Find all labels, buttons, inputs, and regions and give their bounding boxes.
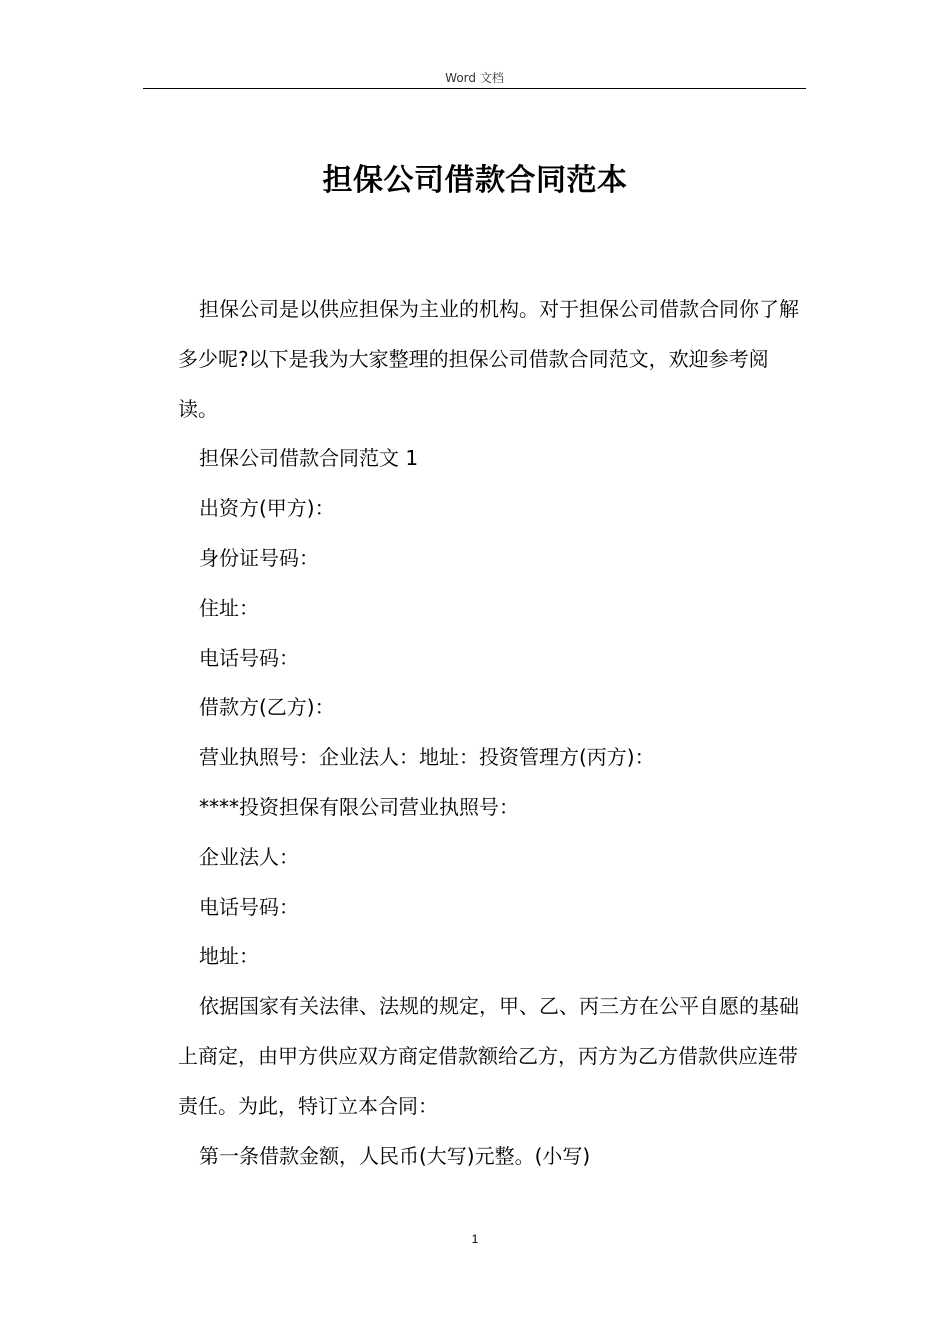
paragraph-address: 住址： bbox=[199, 595, 259, 620]
paragraph-phone: 电话号码： bbox=[199, 645, 299, 670]
paragraph-borrower: 借款方(乙方)： bbox=[199, 695, 335, 720]
paragraph-borrower-details: 营业执照号：企业法人：地址：投资管理方(丙方)： bbox=[199, 745, 655, 770]
paragraph-guarantor-address: 地址： bbox=[199, 944, 259, 969]
paragraph-guarantor-company: ****投资担保有限公司营业执照号： bbox=[199, 794, 519, 819]
document-title: 担保公司借款合同范本 bbox=[322, 163, 628, 198]
paragraph-article-one: 第一条借款金额，人民币(大写)元整。(小写) bbox=[199, 1143, 591, 1168]
paragraph-id-number: 身份证号码： bbox=[199, 545, 319, 570]
paragraph-intro: 担保公司是以供应担保为主业的机构。对于担保公司借款合同你了解多少呢?以下是我为大家整理的担保公司借款合同范文，欢迎参考阅读。 bbox=[178, 297, 799, 421]
page-header bbox=[143, 66, 806, 89]
page-number: 1 bbox=[471, 1232, 479, 1246]
paragraph-legal-person: 企业法人： bbox=[199, 844, 299, 869]
paragraph-section-heading: 担保公司借款合同范文 1 bbox=[199, 446, 419, 471]
document-body bbox=[178, 285, 808, 1181]
paragraph-guarantor-phone: 电话号码： bbox=[199, 894, 299, 919]
paragraph-agreement-basis: 依据国家有关法律、法规的规定，甲、乙、丙三方在公平自愿的基础上商定，由甲方供应双方商定借款额给乙方，丙方为乙方借款供应连带责任。为此，特订立本合同： bbox=[178, 994, 799, 1118]
header-text: Word 文档 bbox=[445, 71, 504, 85]
paragraph-lender: 出资方(甲方)： bbox=[199, 496, 335, 521]
